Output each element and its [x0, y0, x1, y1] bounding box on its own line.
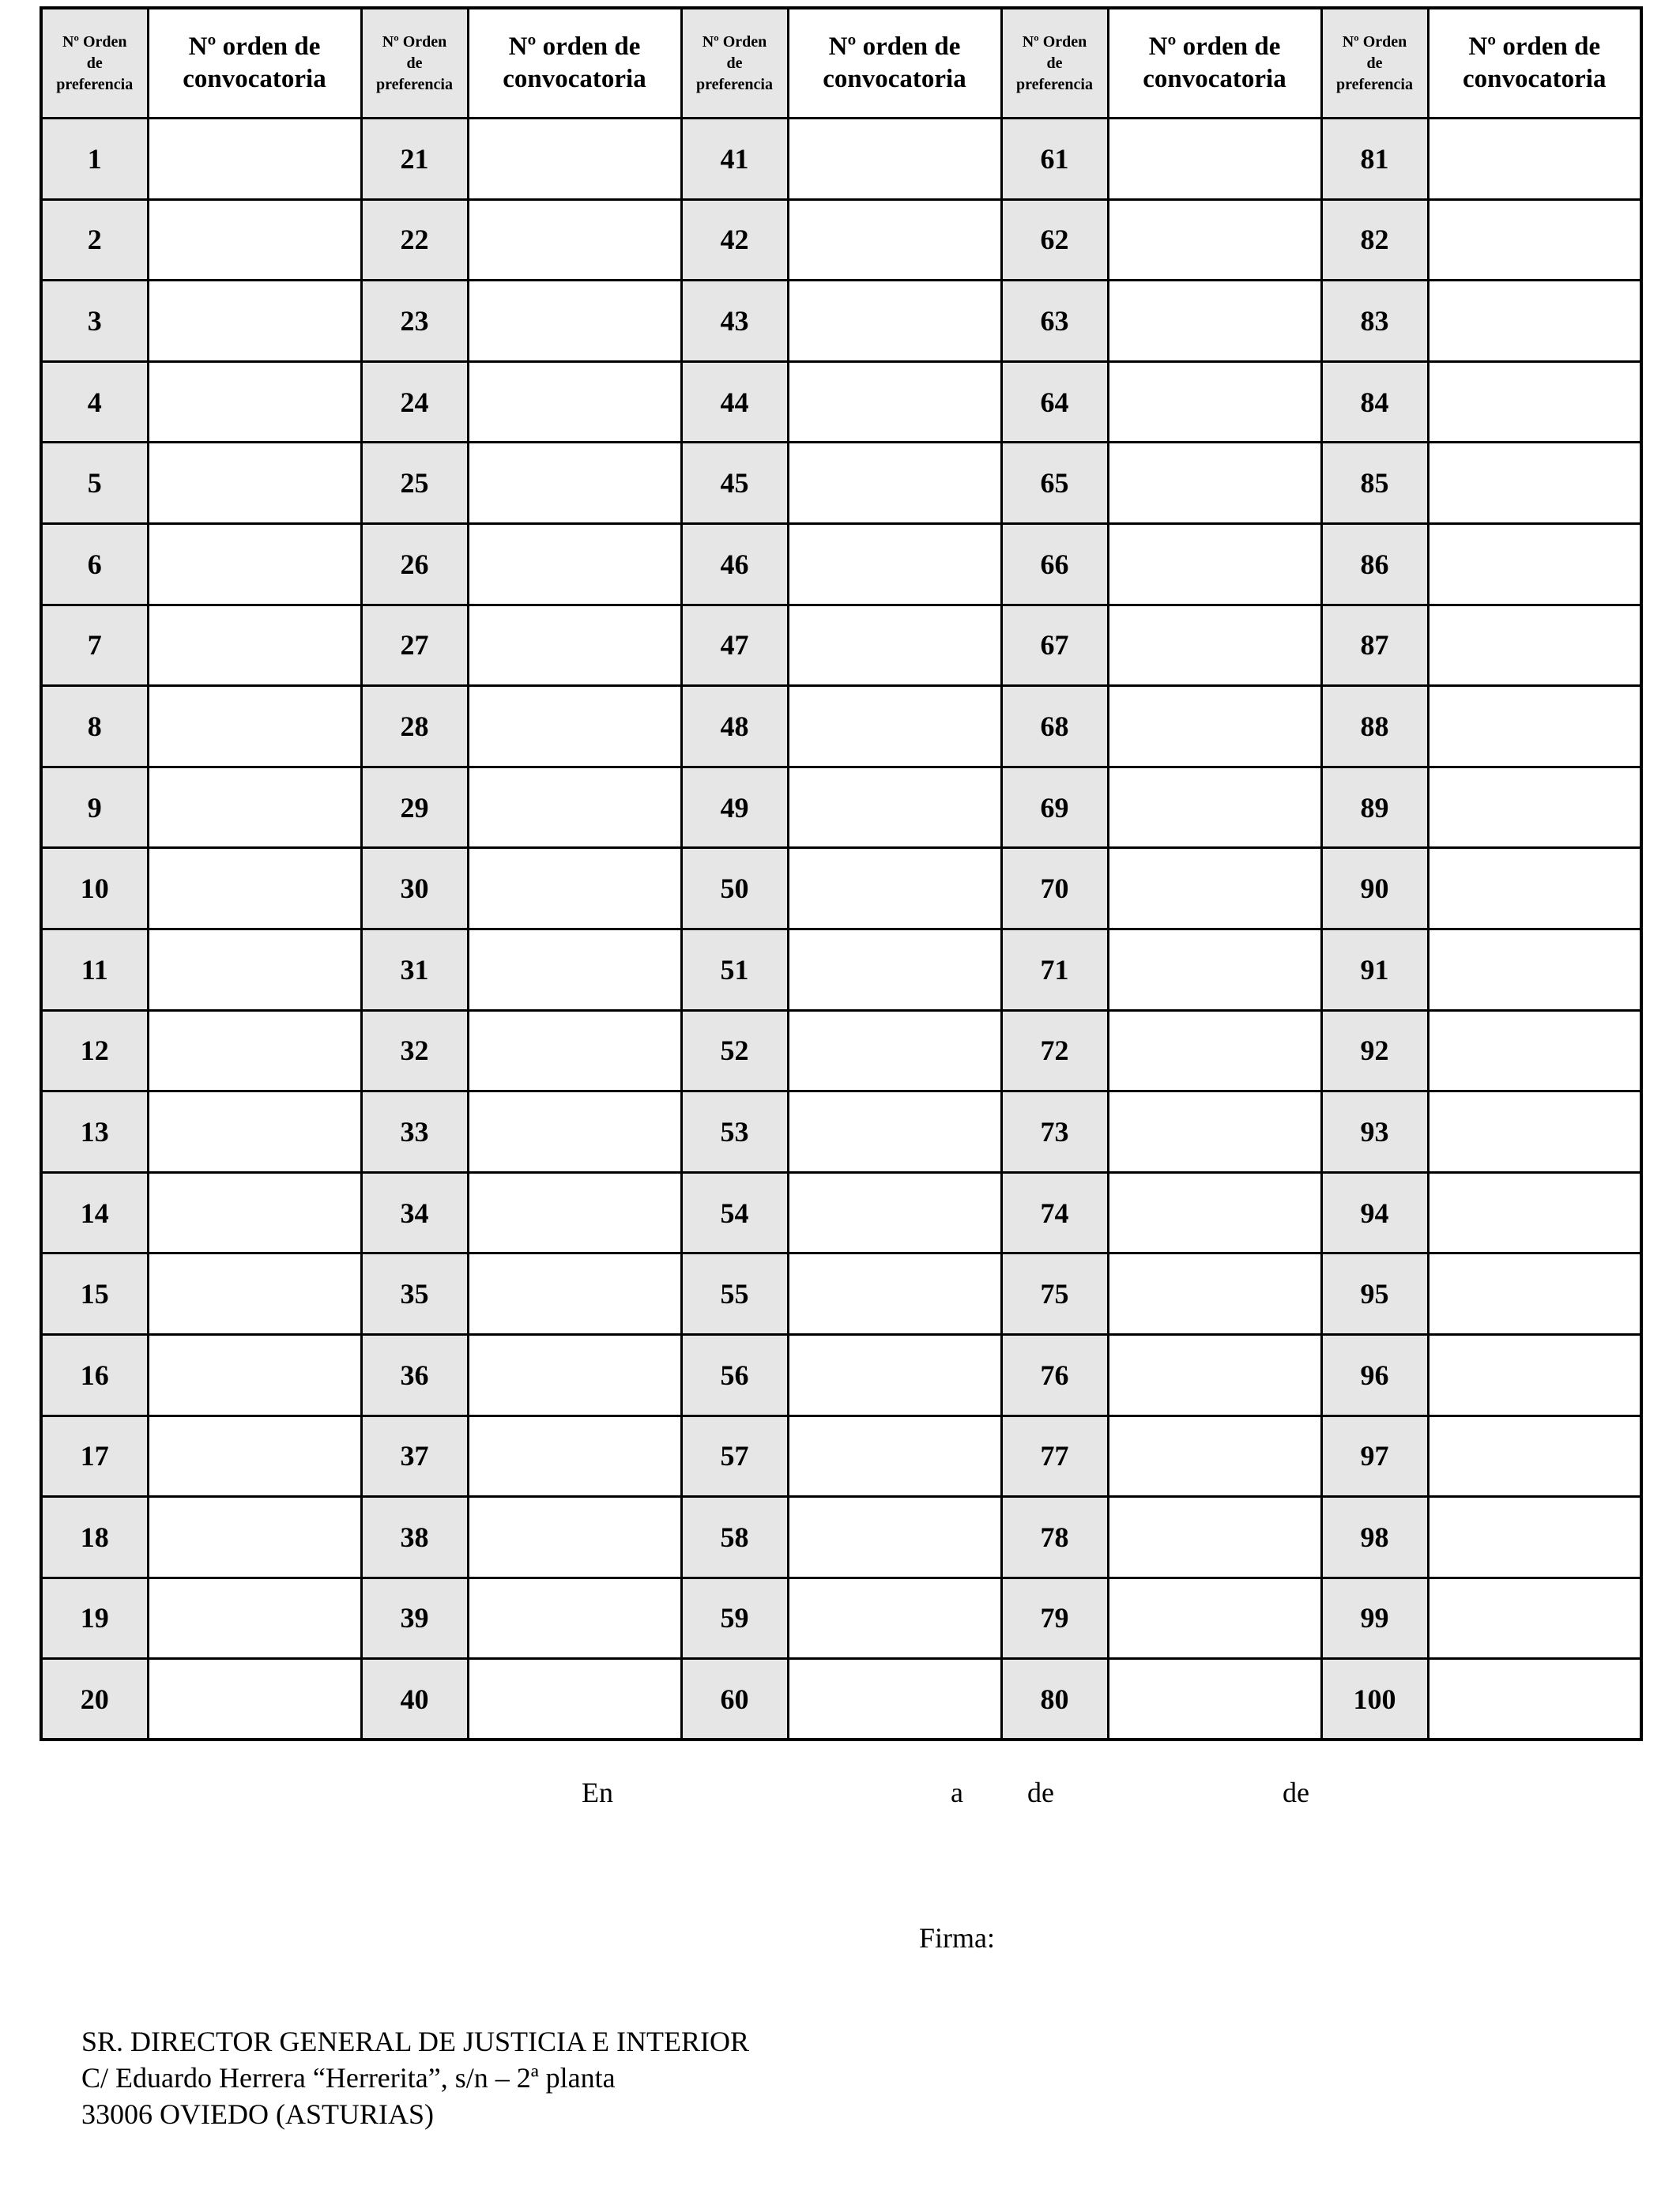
preference-number-cell: 92	[1321, 1010, 1428, 1091]
table-row	[41, 443, 1641, 524]
convocatoria-entry-cell[interactable]	[1428, 443, 1641, 524]
preference-number-cell: 15	[41, 1253, 148, 1335]
convocatoria-entry-cell[interactable]	[148, 767, 361, 848]
header-convocatoria-1	[148, 8, 361, 119]
preference-number-cell: 69	[1001, 767, 1108, 848]
preference-number-cell: 71	[1001, 929, 1108, 1010]
convocatoria-entry-cell[interactable]	[1108, 848, 1321, 929]
convocatoria-entry-cell[interactable]	[788, 523, 1001, 605]
preference-number-cell: 37	[361, 1416, 468, 1497]
preference-number-cell: 53	[681, 1091, 788, 1173]
preference-number-cell: 50	[681, 848, 788, 929]
table-row	[41, 281, 1641, 362]
convocatoria-entry-cell[interactable]	[148, 119, 361, 200]
convocatoria-entry-cell[interactable]	[1108, 1578, 1321, 1659]
preference-number-cell: 63	[1001, 281, 1108, 362]
convocatoria-entry-cell[interactable]	[1108, 1172, 1321, 1253]
convocatoria-entry-cell[interactable]	[148, 1010, 361, 1091]
preference-number-cell: 23	[361, 281, 468, 362]
preference-number-cell: 56	[681, 1334, 788, 1416]
convocatoria-entry-cell[interactable]	[468, 1010, 681, 1091]
convocatoria-entry-cell[interactable]	[468, 199, 681, 281]
convocatoria-entry-cell[interactable]	[1428, 1334, 1641, 1416]
convocatoria-entry-cell[interactable]	[1428, 119, 1641, 200]
convocatoria-entry-cell[interactable]	[468, 929, 681, 1010]
preference-number-cell: 25	[361, 443, 468, 524]
table-row	[41, 686, 1641, 767]
preference-number-cell: 75	[1001, 1253, 1108, 1335]
header-convocatoria-line: Nº orden de	[1148, 32, 1281, 61]
convocatoria-entry-cell[interactable]	[148, 686, 361, 767]
preference-number-cell: 5	[41, 443, 148, 524]
convocatoria-entry-cell[interactable]	[1108, 199, 1321, 281]
convocatoria-entry-cell[interactable]	[148, 848, 361, 929]
preference-number-cell: 54	[681, 1172, 788, 1253]
convocatoria-entry-cell[interactable]	[468, 1497, 681, 1578]
recipient-address	[81, 2023, 749, 2132]
preference-number-cell: 77	[1001, 1416, 1108, 1497]
convocatoria-entry-cell[interactable]	[788, 1010, 1001, 1091]
convocatoria-entry-cell[interactable]	[148, 1334, 361, 1416]
header-preference-line: de	[1366, 54, 1383, 72]
convocatoria-entry-cell[interactable]	[1428, 686, 1641, 767]
convocatoria-entry-cell[interactable]	[148, 1253, 361, 1335]
preference-number-cell: 80	[1001, 1659, 1108, 1740]
preference-number-cell: 34	[361, 1172, 468, 1253]
preference-number-cell: 43	[681, 281, 788, 362]
header-preference-line: de	[1046, 54, 1063, 72]
header-preference-2	[361, 8, 468, 119]
convocatoria-entry-cell[interactable]	[1108, 361, 1321, 443]
preference-number-cell: 97	[1321, 1416, 1428, 1497]
preference-number-cell: 3	[41, 281, 148, 362]
table-row	[41, 523, 1641, 605]
convocatoria-entry-cell[interactable]	[148, 1578, 361, 1659]
preference-number-cell: 70	[1001, 848, 1108, 929]
date-en-label: En	[582, 1777, 613, 1808]
convocatoria-entry-cell[interactable]	[788, 686, 1001, 767]
convocatoria-entry-cell[interactable]	[788, 1334, 1001, 1416]
header-preference-1	[41, 8, 148, 119]
convocatoria-entry-cell[interactable]	[468, 1578, 681, 1659]
address-line-3: 33006 OVIEDO (ASTURIAS)	[81, 2098, 434, 2130]
convocatoria-entry-cell[interactable]	[1428, 1172, 1641, 1253]
preference-number-cell: 76	[1001, 1334, 1108, 1416]
convocatoria-entry-cell[interactable]	[1108, 605, 1321, 686]
table-row	[41, 929, 1641, 1010]
address-line-1: SR. DIRECTOR GENERAL DE JUSTICIA E INTERIOR	[81, 2026, 749, 2057]
convocatoria-entry-cell[interactable]	[468, 1253, 681, 1335]
header-preference-4	[1001, 8, 1108, 119]
table-header-row	[41, 8, 1641, 119]
preference-number-cell: 55	[681, 1253, 788, 1335]
header-convocatoria-line: convocatoria	[503, 65, 646, 93]
convocatoria-entry-cell[interactable]	[788, 605, 1001, 686]
preference-number-cell: 85	[1321, 443, 1428, 524]
header-preference-line: preferencia	[56, 75, 134, 93]
preference-number-cell: 67	[1001, 605, 1108, 686]
header-preference-3	[681, 8, 788, 119]
preference-number-cell: 6	[41, 523, 148, 605]
header-convocatoria-line: Nº orden de	[828, 32, 961, 61]
preference-number-cell: 20	[41, 1659, 148, 1740]
preference-number-cell: 27	[361, 605, 468, 686]
table-row	[41, 199, 1641, 281]
preference-number-cell: 59	[681, 1578, 788, 1659]
convocatoria-entry-cell[interactable]	[468, 605, 681, 686]
convocatoria-entry-cell[interactable]	[1108, 443, 1321, 524]
header-preference-line: preferencia	[375, 75, 453, 93]
convocatoria-entry-cell[interactable]	[788, 1659, 1001, 1740]
convocatoria-entry-cell[interactable]	[468, 1172, 681, 1253]
convocatoria-entry-cell[interactable]	[148, 1416, 361, 1497]
preference-number-cell: 91	[1321, 929, 1428, 1010]
date-de-label-2: de	[1283, 1777, 1309, 1808]
convocatoria-entry-cell[interactable]	[788, 848, 1001, 929]
convocatoria-entry-cell[interactable]	[1108, 523, 1321, 605]
preference-number-cell: 9	[41, 767, 148, 848]
convocatoria-entry-cell[interactable]	[788, 119, 1001, 200]
header-convocatoria-3	[788, 8, 1001, 119]
convocatoria-entry-cell[interactable]	[1428, 199, 1641, 281]
header-convocatoria-line: convocatoria	[1143, 65, 1286, 93]
convocatoria-entry-cell[interactable]	[148, 1172, 361, 1253]
convocatoria-entry-cell[interactable]	[1108, 1659, 1321, 1740]
convocatoria-entry-cell[interactable]	[1108, 767, 1321, 848]
table-row	[41, 848, 1641, 929]
table-row	[41, 767, 1641, 848]
convocatoria-entry-cell[interactable]	[148, 199, 361, 281]
convocatoria-entry-cell[interactable]	[1428, 1578, 1641, 1659]
table-row	[41, 1659, 1641, 1740]
convocatoria-entry-cell[interactable]	[468, 767, 681, 848]
header-convocatoria-line: Nº orden de	[508, 32, 641, 61]
convocatoria-entry-cell[interactable]	[468, 443, 681, 524]
table-row	[41, 1253, 1641, 1335]
preference-number-cell: 18	[41, 1497, 148, 1578]
preference-number-cell: 1	[41, 119, 148, 200]
convocatoria-entry-cell[interactable]	[148, 605, 361, 686]
convocatoria-entry-cell[interactable]	[1428, 1010, 1641, 1091]
header-convocatoria-2	[468, 8, 681, 119]
convocatoria-entry-cell[interactable]	[468, 361, 681, 443]
convocatoria-entry-cell[interactable]	[468, 848, 681, 929]
preference-number-cell: 47	[681, 605, 788, 686]
header-preference-line: Nº Orden	[62, 32, 127, 51]
preference-number-cell: 90	[1321, 848, 1428, 929]
convocatoria-entry-cell[interactable]	[148, 929, 361, 1010]
preference-number-cell: 36	[361, 1334, 468, 1416]
table-row	[41, 1578, 1641, 1659]
preference-number-cell: 81	[1321, 119, 1428, 200]
date-de-label-1: de	[1027, 1777, 1054, 1808]
preference-number-cell: 13	[41, 1091, 148, 1173]
convocatoria-entry-cell[interactable]	[1108, 1091, 1321, 1173]
preference-number-cell: 8	[41, 686, 148, 767]
header-convocatoria-line: convocatoria	[1463, 65, 1607, 93]
convocatoria-entry-cell[interactable]	[468, 523, 681, 605]
preference-number-cell: 64	[1001, 361, 1108, 443]
preference-number-cell: 66	[1001, 523, 1108, 605]
header-convocatoria-4	[1108, 8, 1321, 119]
convocatoria-entry-cell[interactable]	[148, 1497, 361, 1578]
header-convocatoria-line: Nº orden de	[188, 32, 321, 61]
preference-number-cell: 17	[41, 1416, 148, 1497]
table-row	[41, 1091, 1641, 1173]
convocatoria-entry-cell[interactable]	[788, 1091, 1001, 1173]
preference-number-cell: 4	[41, 361, 148, 443]
convocatoria-entry-cell[interactable]	[148, 1091, 361, 1173]
convocatoria-entry-cell[interactable]	[1428, 1416, 1641, 1497]
preference-number-cell: 65	[1001, 443, 1108, 524]
preference-number-cell: 73	[1001, 1091, 1108, 1173]
header-preference-line: Nº Orden	[1342, 32, 1407, 51]
preference-number-cell: 38	[361, 1497, 468, 1578]
preference-number-cell: 51	[681, 929, 788, 1010]
preference-number-cell: 72	[1001, 1010, 1108, 1091]
preference-number-cell: 100	[1321, 1659, 1428, 1740]
preference-number-cell: 93	[1321, 1091, 1428, 1173]
preference-number-cell: 35	[361, 1253, 468, 1335]
preference-number-cell: 60	[681, 1659, 788, 1740]
convocatoria-entry-cell[interactable]	[1428, 1091, 1641, 1173]
preference-number-cell: 12	[41, 1010, 148, 1091]
preference-number-cell: 87	[1321, 605, 1428, 686]
preference-number-cell: 79	[1001, 1578, 1108, 1659]
header-preference-line: preferencia	[1335, 75, 1413, 93]
convocatoria-entry-cell[interactable]	[1428, 361, 1641, 443]
header-preference-5	[1321, 8, 1428, 119]
preference-number-cell: 32	[361, 1010, 468, 1091]
convocatoria-entry-cell[interactable]	[1428, 1497, 1641, 1578]
address-line-2: C/ Eduardo Herrera “Herrerita”, s/n – 2ª planta	[81, 2062, 616, 2094]
convocatoria-entry-cell[interactable]	[788, 1253, 1001, 1335]
convocatoria-entry-cell[interactable]	[1428, 1253, 1641, 1335]
preference-number-cell: 98	[1321, 1497, 1428, 1578]
preference-number-cell: 82	[1321, 199, 1428, 281]
preference-number-cell: 96	[1321, 1334, 1428, 1416]
preference-number-cell: 86	[1321, 523, 1428, 605]
preference-number-cell: 74	[1001, 1172, 1108, 1253]
convocatoria-entry-cell[interactable]	[1428, 605, 1641, 686]
convocatoria-entry-cell[interactable]	[1428, 523, 1641, 605]
preference-number-cell: 40	[361, 1659, 468, 1740]
preference-number-cell: 58	[681, 1497, 788, 1578]
table-row	[41, 361, 1641, 443]
table-row	[41, 1416, 1641, 1497]
preference-number-cell: 48	[681, 686, 788, 767]
preference-number-cell: 46	[681, 523, 788, 605]
header-convocatoria-line: Nº orden de	[1468, 32, 1601, 61]
table-body	[41, 119, 1641, 1740]
preference-number-cell: 52	[681, 1010, 788, 1091]
convocatoria-entry-cell[interactable]	[1108, 929, 1321, 1010]
preference-number-cell: 61	[1001, 119, 1108, 200]
convocatoria-entry-cell[interactable]	[468, 281, 681, 362]
preference-number-cell: 31	[361, 929, 468, 1010]
preference-number-cell: 84	[1321, 361, 1428, 443]
convocatoria-entry-cell[interactable]	[1108, 686, 1321, 767]
convocatoria-entry-cell[interactable]	[1428, 848, 1641, 929]
convocatoria-entry-cell[interactable]	[1108, 1253, 1321, 1335]
convocatoria-entry-cell[interactable]	[788, 1416, 1001, 1497]
convocatoria-entry-cell[interactable]	[788, 443, 1001, 524]
preference-number-cell: 94	[1321, 1172, 1428, 1253]
preference-number-cell: 19	[41, 1578, 148, 1659]
convocatoria-entry-cell[interactable]	[1428, 929, 1641, 1010]
header-convocatoria-line: convocatoria	[823, 65, 966, 93]
convocatoria-entry-cell[interactable]	[148, 1659, 361, 1740]
preference-number-cell: 7	[41, 605, 148, 686]
preference-number-cell: 57	[681, 1416, 788, 1497]
convocatoria-entry-cell[interactable]	[468, 686, 681, 767]
convocatoria-entry-cell[interactable]	[468, 1334, 681, 1416]
preference-number-cell: 26	[361, 523, 468, 605]
header-preference-line: Nº Orden	[382, 32, 447, 51]
preference-number-cell: 42	[681, 199, 788, 281]
preference-number-cell: 41	[681, 119, 788, 200]
date-a-label: a	[951, 1777, 963, 1808]
convocatoria-entry-cell[interactable]	[788, 199, 1001, 281]
preference-number-cell: 14	[41, 1172, 148, 1253]
preference-number-cell: 78	[1001, 1497, 1108, 1578]
preference-number-cell: 10	[41, 848, 148, 929]
header-preference-line: de	[726, 54, 743, 72]
preference-number-cell: 30	[361, 848, 468, 929]
preference-number-cell: 28	[361, 686, 468, 767]
preference-number-cell: 89	[1321, 767, 1428, 848]
preference-number-cell: 2	[41, 199, 148, 281]
convocatoria-entry-cell[interactable]	[468, 1659, 681, 1740]
preference-number-cell: 44	[681, 361, 788, 443]
preference-number-cell: 22	[361, 199, 468, 281]
convocatoria-entry-cell[interactable]	[1428, 767, 1641, 848]
preference-number-cell: 33	[361, 1091, 468, 1173]
header-preference-line: preferencia	[695, 75, 773, 93]
preference-number-cell: 68	[1001, 686, 1108, 767]
convocatoria-entry-cell[interactable]	[788, 281, 1001, 362]
convocatoria-entry-cell[interactable]	[1108, 1334, 1321, 1416]
convocatoria-entry-cell[interactable]	[148, 523, 361, 605]
convocatoria-entry-cell[interactable]	[1108, 281, 1321, 362]
convocatoria-entry-cell[interactable]	[1108, 1416, 1321, 1497]
convocatoria-entry-cell[interactable]	[468, 119, 681, 200]
convocatoria-entry-cell[interactable]	[788, 361, 1001, 443]
preference-number-cell: 45	[681, 443, 788, 524]
preference-number-cell: 49	[681, 767, 788, 848]
convocatoria-entry-cell[interactable]	[148, 281, 361, 362]
preference-number-cell: 83	[1321, 281, 1428, 362]
convocatoria-entry-cell[interactable]	[788, 767, 1001, 848]
convocatoria-entry-cell[interactable]	[148, 443, 361, 524]
convocatoria-entry-cell[interactable]	[1428, 1659, 1641, 1740]
preference-number-cell: 62	[1001, 199, 1108, 281]
header-preference-line: de	[406, 54, 423, 72]
preference-number-cell: 88	[1321, 686, 1428, 767]
preference-number-cell: 99	[1321, 1578, 1428, 1659]
table-row	[41, 1334, 1641, 1416]
table-row	[41, 605, 1641, 686]
convocatoria-entry-cell[interactable]	[788, 929, 1001, 1010]
convocatoria-entry-cell[interactable]	[788, 1497, 1001, 1578]
convocatoria-entry-cell[interactable]	[788, 1578, 1001, 1659]
convocatoria-entry-cell[interactable]	[1108, 119, 1321, 200]
convocatoria-entry-cell[interactable]	[468, 1416, 681, 1497]
preference-number-cell: 39	[361, 1578, 468, 1659]
table-row	[41, 1010, 1641, 1091]
preference-number-cell: 21	[361, 119, 468, 200]
convocatoria-entry-cell[interactable]	[1108, 1010, 1321, 1091]
header-convocatoria-5	[1428, 8, 1641, 119]
table-row	[41, 119, 1641, 200]
header-preference-line: Nº Orden	[702, 32, 767, 51]
preference-number-cell: 24	[361, 361, 468, 443]
header-preference-line: preferencia	[1015, 75, 1093, 93]
preference-number-cell: 95	[1321, 1253, 1428, 1335]
table-row	[41, 1497, 1641, 1578]
convocatoria-entry-cell[interactable]	[148, 361, 361, 443]
preference-number-cell: 29	[361, 767, 468, 848]
header-preference-line: Nº Orden	[1022, 32, 1087, 51]
convocatoria-entry-cell[interactable]	[1428, 281, 1641, 362]
preference-number-cell: 16	[41, 1334, 148, 1416]
header-preference-line: de	[86, 54, 103, 72]
convocatoria-entry-cell[interactable]	[1108, 1497, 1321, 1578]
signature-label: Firma:	[919, 1922, 995, 1954]
convocatoria-entry-cell[interactable]	[788, 1172, 1001, 1253]
header-convocatoria-line: convocatoria	[183, 65, 326, 93]
preference-number-cell: 11	[41, 929, 148, 1010]
table-row	[41, 1172, 1641, 1253]
convocatoria-entry-cell[interactable]	[468, 1091, 681, 1173]
preference-table	[40, 6, 1643, 1741]
